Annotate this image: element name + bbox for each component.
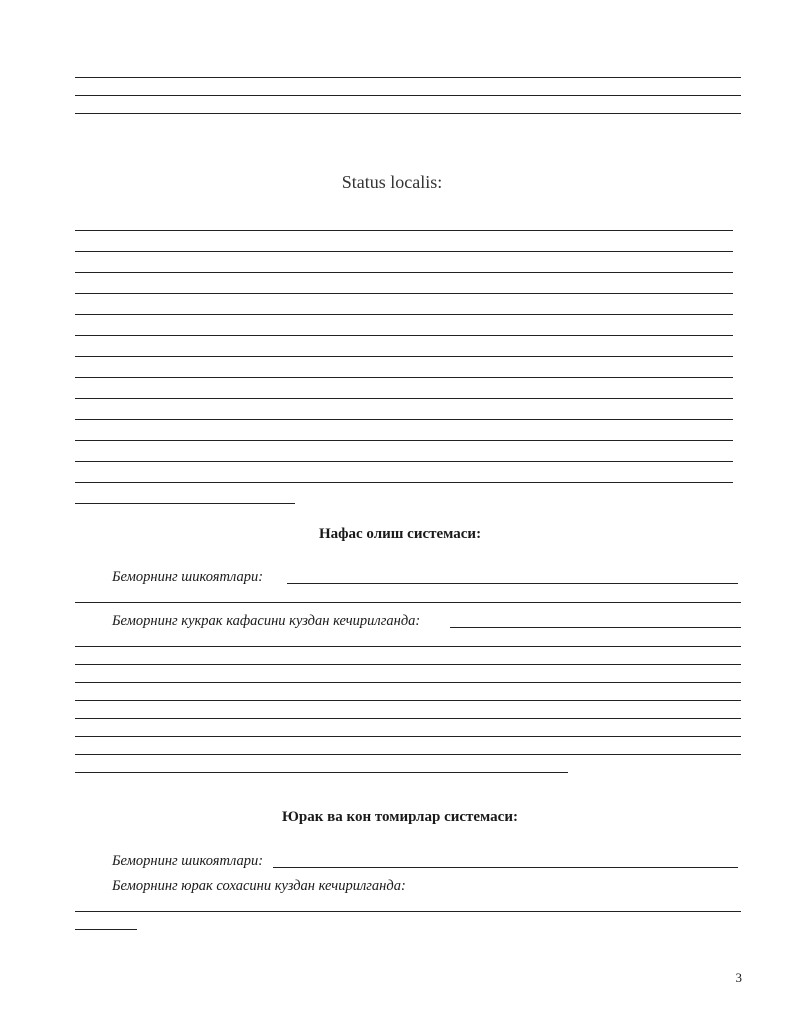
writing-line — [75, 398, 733, 399]
writing-line — [75, 682, 741, 683]
writing-line — [75, 440, 733, 441]
respiratory-heading: Нафас олиш системаси: — [318, 526, 482, 542]
cardio-complaints-label: Беморнинг шикоятлари: — [112, 853, 264, 869]
page-number: 3 — [735, 970, 742, 985]
writing-line — [75, 314, 733, 315]
writing-line — [75, 602, 741, 603]
writing-line — [75, 77, 741, 78]
writing-line — [75, 356, 733, 357]
writing-line — [75, 482, 733, 483]
writing-line — [75, 911, 741, 912]
writing-line — [75, 251, 733, 252]
cardio-heading: Юрак ва кон томирлар системаси: — [282, 809, 518, 825]
writing-line-short — [75, 772, 568, 773]
respiratory-chest-label: Беморнинг кукрак кафасини куздан кечирилганда: — [112, 613, 421, 629]
writing-line — [75, 736, 741, 737]
writing-line — [75, 754, 741, 755]
writing-line — [75, 646, 741, 647]
writing-line — [75, 700, 741, 701]
writing-line — [75, 293, 733, 294]
writing-line-short — [75, 929, 137, 930]
cardio-heart-label: Беморнинг юрак сохасини куздан кечирилганда: — [112, 878, 406, 894]
respiratory-chest-field[interactable] — [450, 627, 741, 628]
writing-line — [75, 718, 741, 719]
writing-line — [75, 113, 741, 114]
writing-line — [75, 272, 733, 273]
writing-line — [75, 419, 733, 420]
writing-line — [75, 230, 733, 231]
writing-line — [75, 664, 741, 665]
cardio-complaints-field[interactable] — [273, 867, 738, 868]
writing-line — [75, 335, 733, 336]
writing-line-short — [75, 503, 295, 504]
status-localis-title: Status localis: — [341, 172, 443, 192]
writing-line — [75, 95, 741, 96]
respiratory-complaints-label: Беморнинг шикоятлари: — [112, 569, 264, 585]
writing-line — [75, 461, 733, 462]
respiratory-complaints-field[interactable] — [287, 583, 738, 584]
writing-line — [75, 377, 733, 378]
